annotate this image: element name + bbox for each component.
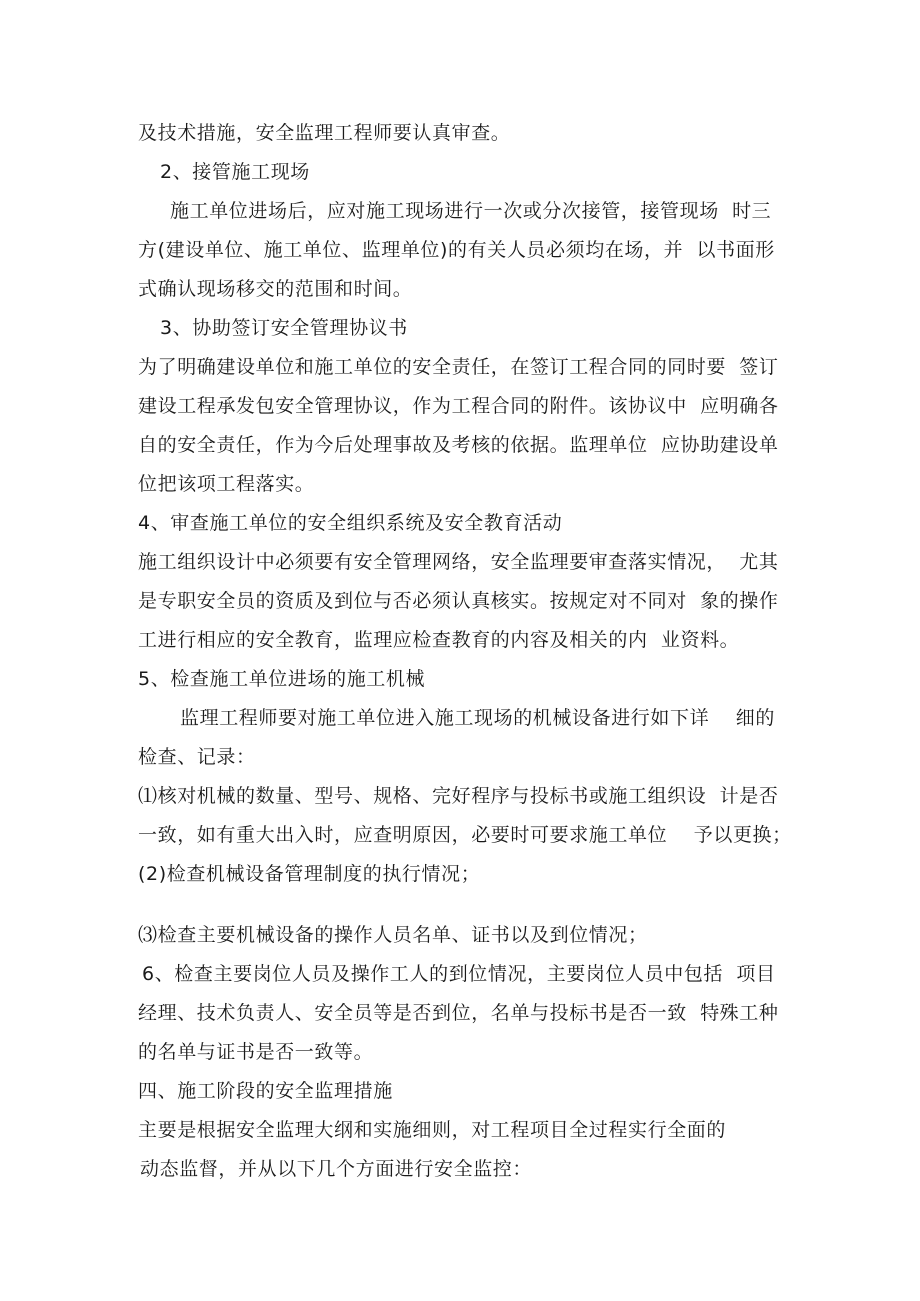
text-line: 为了明确建设单位和施工单位的安全责任，在签订工程合同的同时要 签订: [138, 356, 779, 378]
text-line: 方(建设单位、施工单位、监理单位)的有关人员必须均在场，并 以书面形: [138, 239, 775, 261]
text-line: ⑶检查主要机械设备的操作人员名单、证书以及到位情况；: [138, 924, 648, 946]
text-line: ⑴核对机械的数量、型号、规格、完好程序与投标书或施工组织设 计是否: [138, 785, 779, 807]
text-line: 经理、技术负责人、安全员等是否到位，名单与投标书是否一致 特殊工种: [138, 1002, 779, 1024]
text-line: 监理工程师要对施工单位进入施工现场的机械设备进行如下详 细的: [180, 707, 775, 729]
text-line: 施工组织设计中必须要有安全管理网络，安全监理要审查落实情况， 尤其: [138, 551, 779, 573]
section-heading: 5、检查施工单位进场的施工机械: [138, 668, 426, 690]
text-line: 位把该项工程落实。: [138, 473, 315, 495]
text-line: 及技术措施，安全监理工程师要认真审查。: [138, 122, 511, 144]
section-heading: 3、协助签订安全管理协议书: [160, 317, 408, 339]
text-line: 一致，如有重大出入时，应查明原因，必要时可要求施工单位 予以更换；: [138, 824, 792, 846]
text-line: (2)检查机械设备管理制度的执行情况；: [138, 863, 481, 885]
section-heading: 6、检查主要岗位人员及操作工人的到位情况，主要岗位人员中包括 项目: [142, 963, 776, 985]
text-line: 施工单位进场后，应对施工现场进行一次或分次接管，接管现场 时三: [170, 200, 772, 222]
section-heading: 4、审查施工单位的安全组织系统及安全教育活动: [138, 512, 563, 534]
text-line: 建设工程承发包安全管理协议，作为工程合同的附件。该协议中 应明确各: [138, 395, 779, 417]
text-line: 检查、记录：: [138, 746, 256, 768]
text-line: 是专职安全员的资质及到位与否必须认真核实。按规定对不同对 象的操作: [138, 590, 779, 612]
section-heading: 2、接管施工现场: [160, 161, 310, 183]
text-line: 式确认现场移交的范围和时间。: [138, 278, 413, 300]
text-line: 自的安全责任，作为今后处理事故及考核的依据。监理单位 应协助建设单: [138, 434, 779, 456]
section-heading: 四、施工阶段的安全监理措施: [138, 1080, 393, 1102]
text-line: 工进行相应的安全教育，监理应检查教育的内容及相关的内 业资料。: [138, 629, 740, 651]
text-line: 的名单与证书是否一致等。: [138, 1041, 374, 1063]
text-line: 主要是根据安全监理大纲和实施细则，对工程项目全过程实行全面的: [138, 1119, 727, 1141]
text-line: 动态监督，并从以下几个方面进行安全监控：: [140, 1158, 533, 1180]
